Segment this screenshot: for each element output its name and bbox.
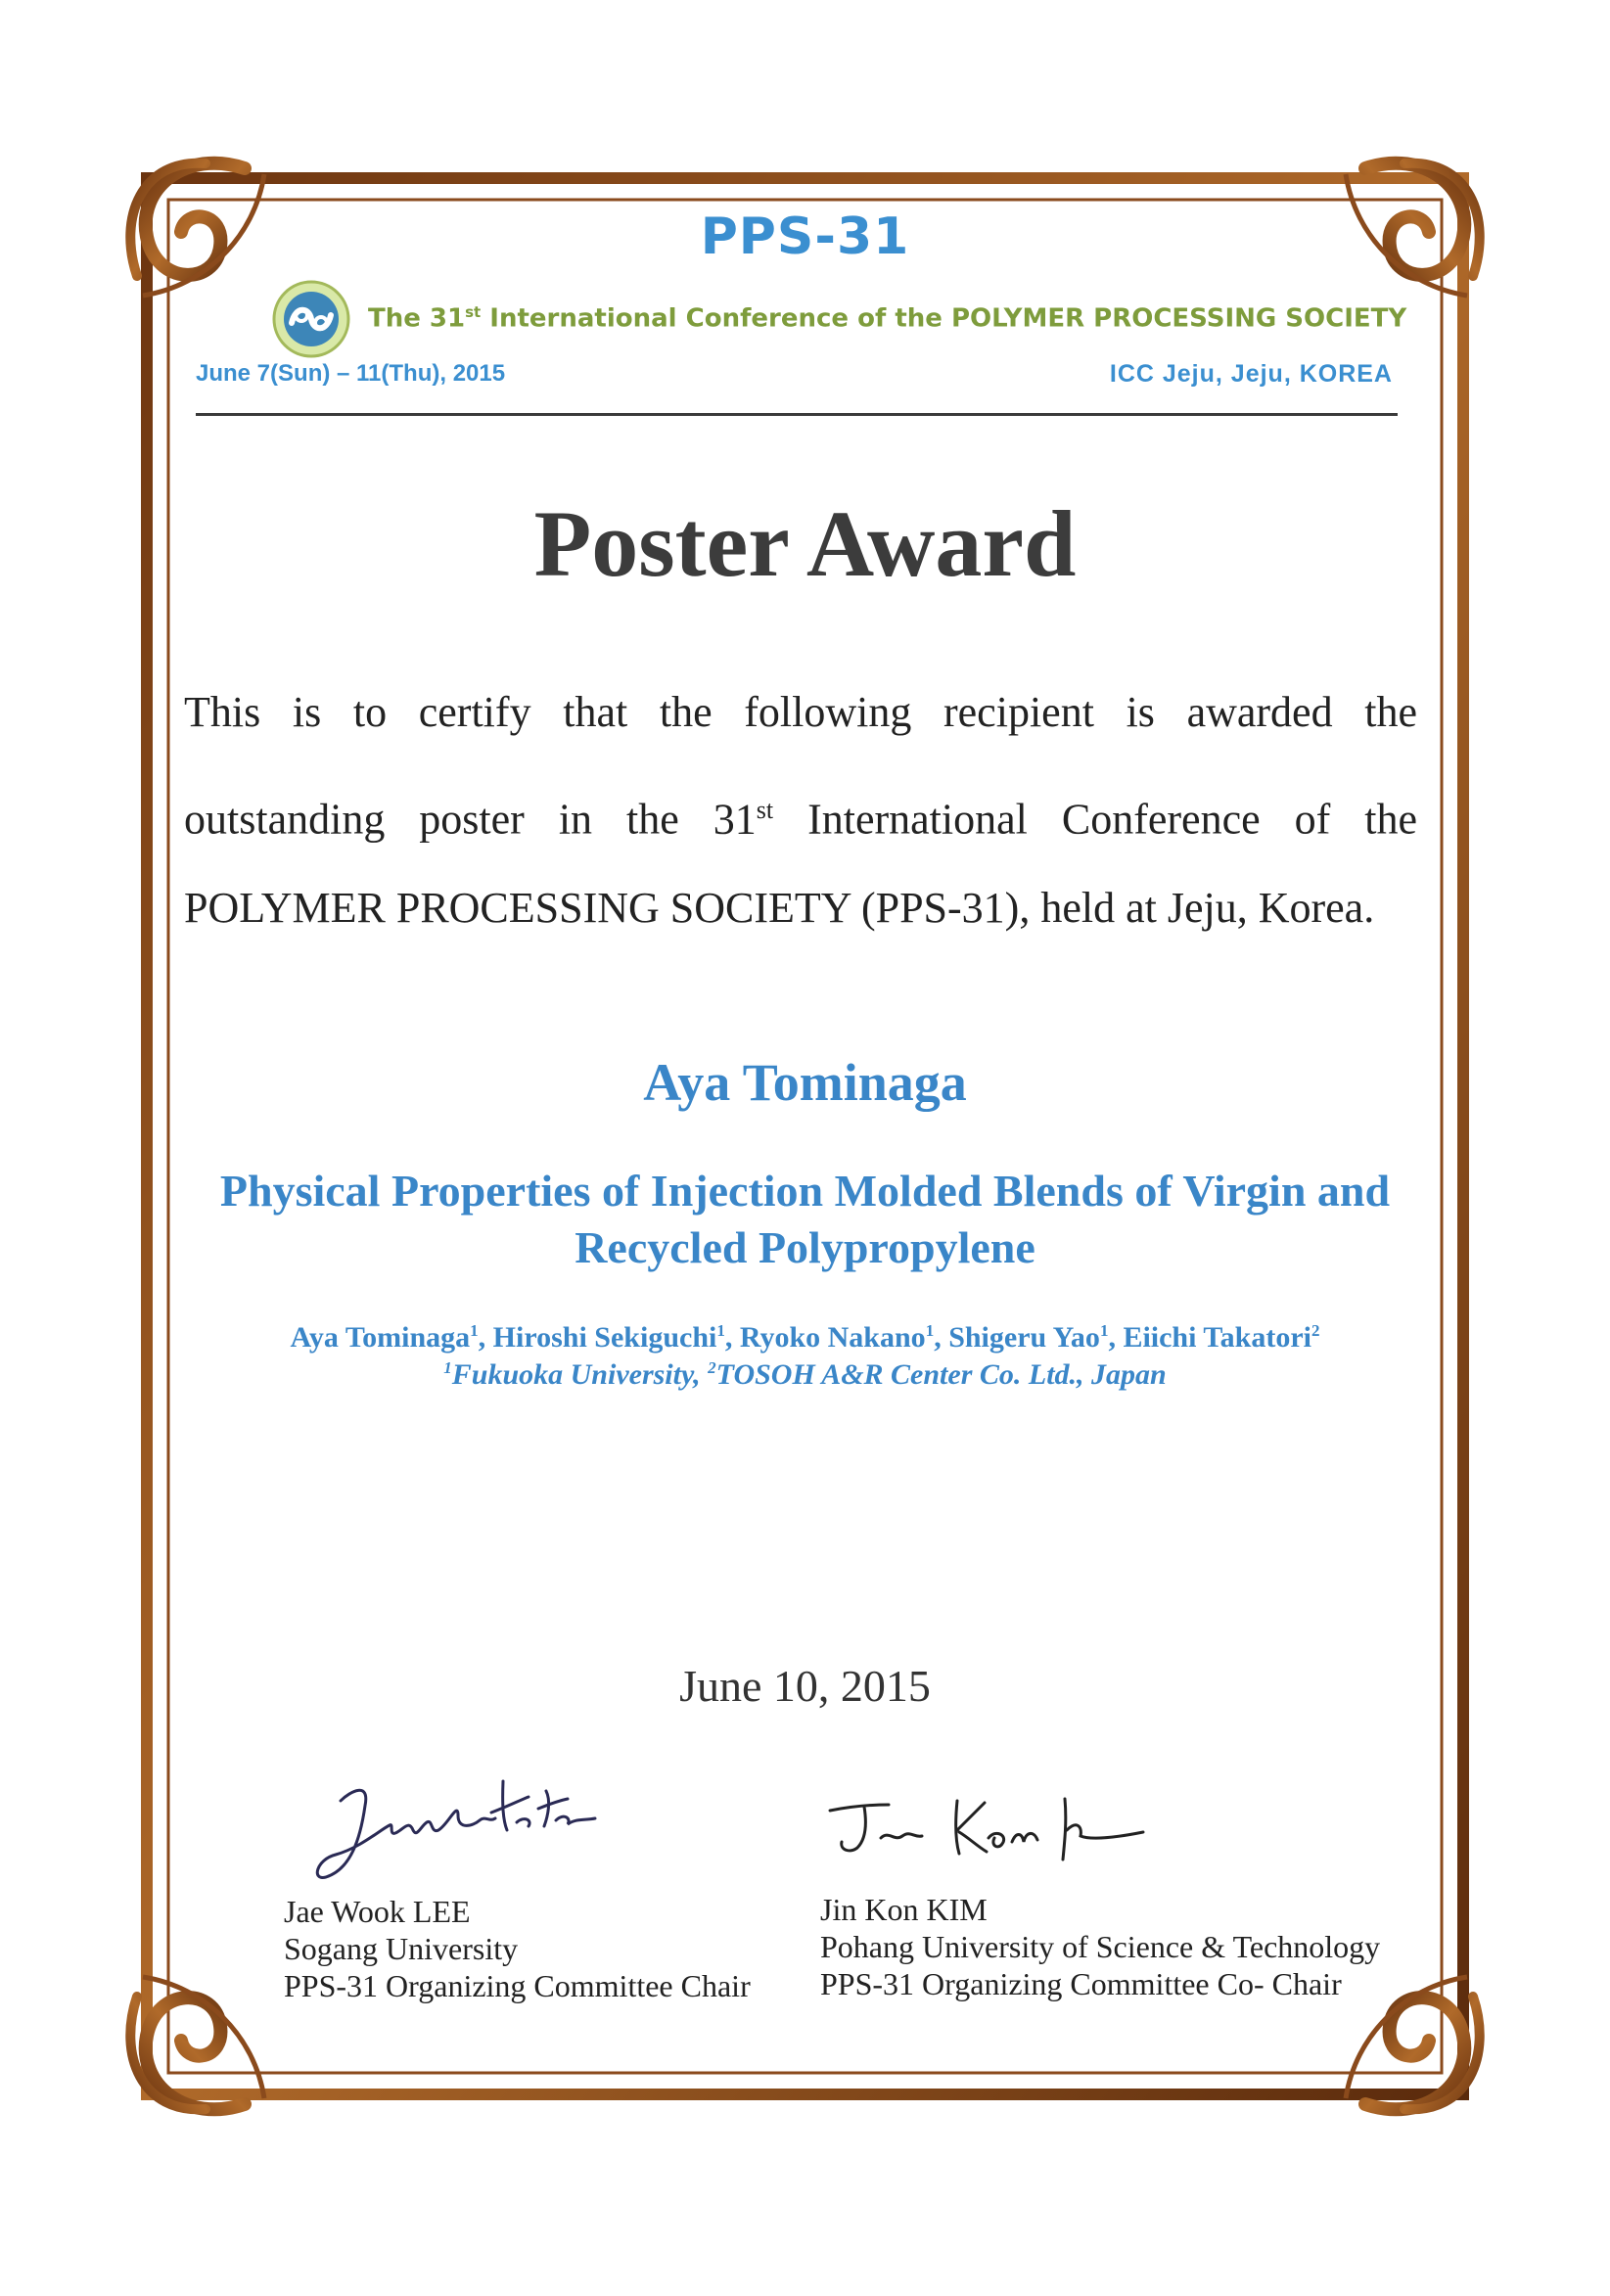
award-date: June 10, 2015	[679, 1661, 931, 1711]
header-divider	[196, 413, 1398, 416]
affiliations: $^1$Fukuoka University, $^2$TOSOH A&R Center Co. Ltd., Japan	[443, 1358, 1167, 1391]
signatory-role: PPS-31 Organizing Committee Co- Chair	[820, 1966, 1342, 2001]
author: Eiichi Takatori$^2$	[1123, 1321, 1320, 1354]
signature-jae-wook-lee	[311, 1762, 634, 1889]
author: Ryoko Nakano$^1$,	[739, 1321, 949, 1354]
signatory-organization: Pohang University of Science & Technology	[820, 1929, 1381, 1964]
signatory-left	[284, 1893, 751, 2004]
signature-jin-kon-kim	[820, 1781, 1173, 1869]
conference-dates: June 7(Sun) – 11(Thu), 2015	[196, 360, 506, 387]
author: Shigeru Yao$^1$,	[948, 1321, 1124, 1354]
conference-venue: ICC Jeju, Jeju, KOREA	[1109, 360, 1393, 388]
signatory-organization: Sogang University	[284, 1931, 519, 1966]
certify-line-1: This is to certify that the following recipient is awarded the	[184, 688, 1417, 736]
conference-full-name: The 31st International Conference of the POLYMER PROCESSING SOCIETY	[368, 303, 1407, 334]
conference-short-name: PPS-31	[700, 207, 910, 266]
recipient-name: Aya Tominaga	[643, 1053, 967, 1112]
poster-title: Physical Properties of Injection Molded Blends of Virgin and Recycled Polypropylene	[219, 1166, 1391, 1272]
signatory-right	[820, 1891, 1380, 2002]
signatory-role: PPS-31 Organizing Committee Chair	[284, 1968, 751, 2003]
signatory-name: Jae Wook LEE	[284, 1894, 471, 1929]
pps-logo-icon	[266, 276, 360, 360]
signatory-name: Jin Kon KIM	[820, 1892, 988, 1927]
author-list	[0, 1321, 1610, 1355]
certify-line-3: POLYMER PROCESSING SOCIETY (PPS-31), held at Jeju, Korea.	[184, 884, 1375, 932]
author: Hiroshi Sekiguchi$^1$,	[492, 1321, 740, 1354]
award-title: Poster Award	[533, 491, 1077, 596]
certify-line-2: outstanding poster in the 31st International Conference of the	[184, 795, 1417, 844]
author: Aya Tominaga$^1$,	[290, 1321, 493, 1354]
